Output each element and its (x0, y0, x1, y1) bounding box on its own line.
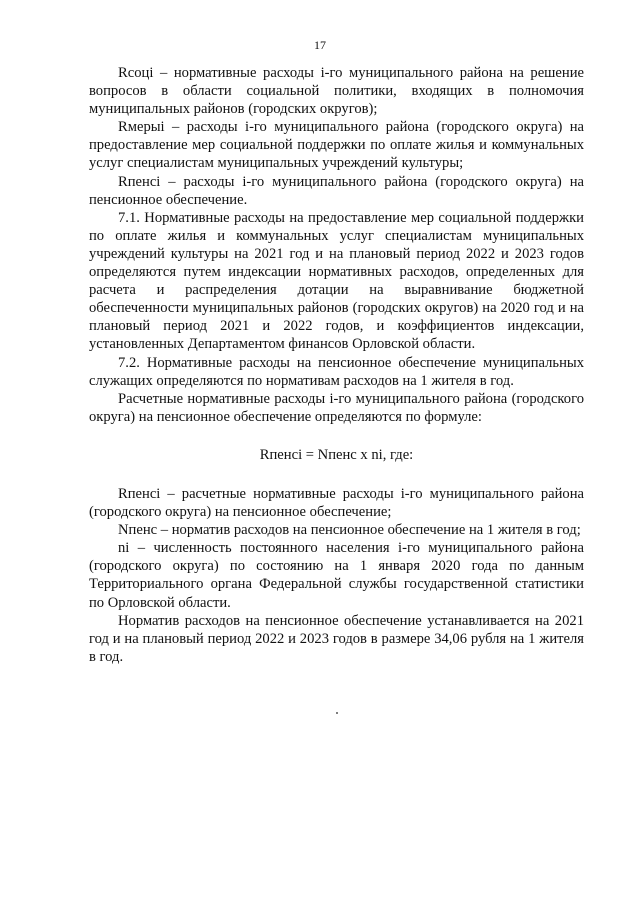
scan-dot (336, 712, 338, 714)
definition-ni: ni – численность постоянного населения i-го муниципального района (городского округа) по состоянию на 1 января 2020 года по данным Территориального органа Федеральной службы государственной статистики по Орловской области. (89, 540, 584, 611)
page-number: 17 (314, 38, 326, 52)
paragraph-norm-amount: Норматив расходов на пенсионное обеспечение устанавливается на 2021 год и на плановый период 2022 и 2023 годов в размере 34,06 рубля на 1 жителя в год. (89, 612, 584, 665)
document-body (89, 64, 584, 666)
paragraph-rmery-definition: Rмерыi – расходы i-го муниципального района (городского округа) на предоставление мер социальной поддержки по оплате жилья и коммунальных услуг специалистам муниципальных учреждений культуры; (89, 119, 584, 172)
paragraph-section-7-2: 7.2. Нормативные расходы на пенсионное обеспечение муниципальных служащих определяются по нормативам расходов на 1 жителя в год. (89, 354, 584, 389)
formula: Rпенсi = Nпенс x ni, где: (259, 446, 414, 463)
paragraph-section-7-1: 7.1. Нормативные расходы на предоставление мер социальной поддержки по оплате жилья и коммунальных услуг специалистам муниципальных учреждений культуры на 2021 год и на плановый период 2022 и 2023 годов определяются путем индексации нормативных расходов, определенных для расчета и распределения дотации на выравнивание бюджетной обеспеченности муниципальных районов (городских округов) на 2020 год и на плановый период 2021 и 2022 годов, и коэффициентов индексации, установленных Департаментом финансов Орловской области. (89, 209, 584, 353)
paragraph-rpens-definition: Rпенсi – расходы i-го муниципального района (городского округа) на пенсионное обеспечение. (89, 173, 584, 208)
definition-rpens: Rпенсi – расчетные нормативные расходы i-го муниципального района (городского округа) на пенсионное обеспечение; (89, 485, 584, 521)
paragraph-rsoc-definition: Rсоцi – нормативные расходы i-го муниципального района на решение вопросов в области социальной политики, входящих в полномочия муниципальных районов (городских округов); (89, 65, 584, 118)
definition-npens: Nпенс – норматив расходов на пенсионное обеспечение на 1 жителя в год; (118, 522, 581, 539)
paragraph-formula-intro: Расчетные нормативные расходы i-го муниципального района (городского округа) на пенсионное обеспечение определяются по формуле: (89, 390, 584, 425)
